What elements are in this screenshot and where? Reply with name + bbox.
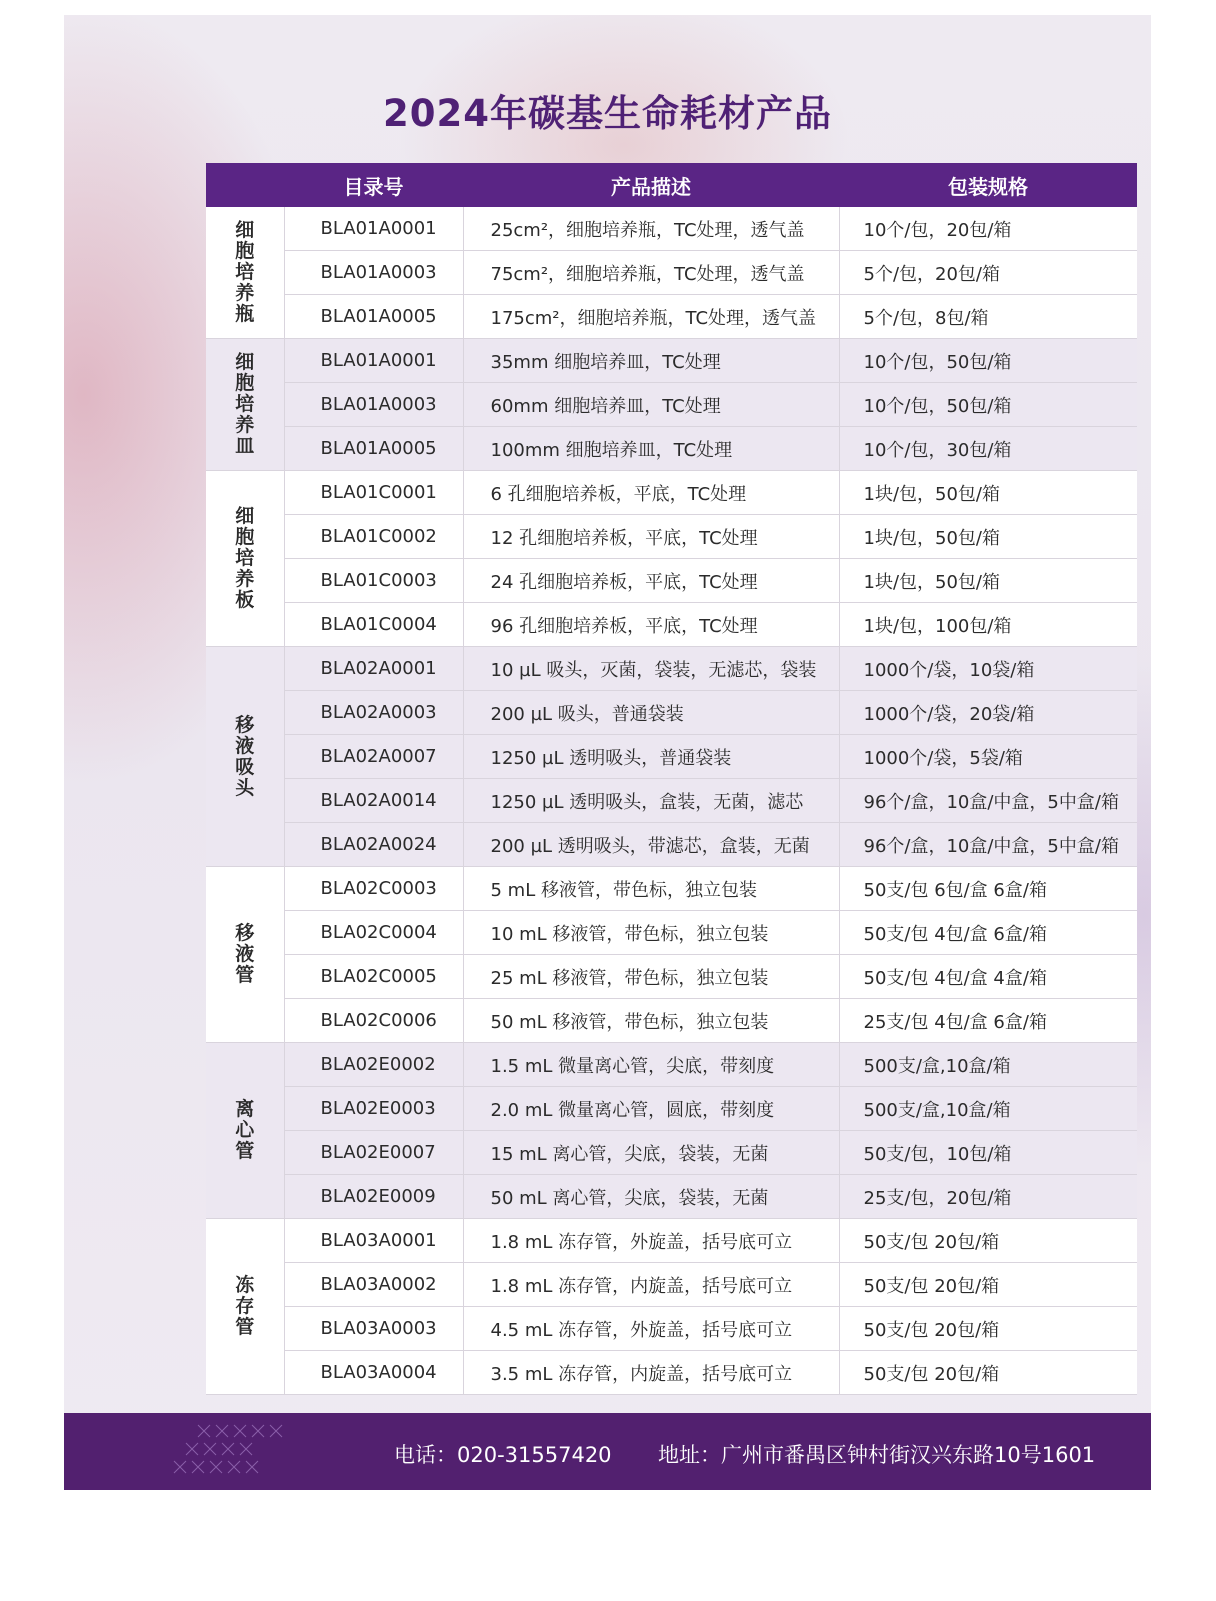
description-cell: 96 孔细胞培养板，平底，TC处理 — [463, 603, 839, 647]
description-cell: 35mm 细胞培养皿，TC处理 — [463, 339, 839, 383]
catalog-number-cell: BLA01A0003 — [284, 251, 463, 295]
category-label: 冻存管 — [235, 1274, 255, 1338]
category-cell — [206, 471, 284, 647]
description-cell: 1.8 mL 冻存管，外旋盖，括号底可立 — [463, 1219, 839, 1263]
category-group — [206, 647, 1137, 867]
description-cell: 12 孔细胞培养板，平底，TC处理 — [463, 515, 839, 559]
category-label: 移液管 — [235, 922, 255, 986]
description-cell: 6 孔细胞培养板，平底，TC处理 — [463, 471, 839, 515]
category-label: 细胞培养皿 — [235, 351, 255, 457]
packaging-cell: 96个/盒，10盒/中盒，5中盒/箱 — [839, 823, 1137, 867]
description-cell: 100mm 细胞培养皿，TC处理 — [463, 427, 839, 471]
category-cell — [206, 207, 284, 339]
catalog-number-cell: BLA02E0009 — [284, 1175, 463, 1219]
catalog-number-cell: BLA01C0003 — [284, 559, 463, 603]
category-label: 离心管 — [235, 1098, 255, 1162]
table-row — [206, 559, 1137, 603]
packaging-cell: 10个/包，50包/箱 — [839, 383, 1137, 427]
catalog-number-cell: BLA01C0002 — [284, 515, 463, 559]
category-group — [206, 471, 1137, 647]
catalog-number-cell: BLA02C0003 — [284, 867, 463, 911]
table-row — [206, 823, 1137, 867]
footer-phone: 电话：020-31557420 — [394, 1443, 612, 1467]
table-row — [206, 1351, 1137, 1395]
catalog-number-cell: BLA02C0006 — [284, 999, 463, 1043]
packaging-cell: 50支/包 4包/盒 4盒/箱 — [839, 955, 1137, 999]
description-cell: 4.5 mL 冻存管，外旋盖，括号底可立 — [463, 1307, 839, 1351]
description-cell: 75cm²，细胞培养瓶，TC处理，透气盖 — [463, 251, 839, 295]
description-cell: 10 µL 吸头，灭菌，袋装，无滤芯，袋装 — [463, 647, 839, 691]
catalog-number-cell: BLA02C0005 — [284, 955, 463, 999]
catalog-number-cell: BLA01A0003 — [284, 383, 463, 427]
packaging-cell: 50支/包 20包/箱 — [839, 1263, 1137, 1307]
packaging-cell: 1块/包，50包/箱 — [839, 559, 1137, 603]
description-cell: 25cm²，细胞培养瓶，TC处理，透气盖 — [463, 207, 839, 251]
category-group — [206, 867, 1137, 1043]
packaging-cell: 96个/盒，10盒/中盒，5中盒/箱 — [839, 779, 1137, 823]
packaging-cell: 1000个/袋，10袋/箱 — [839, 647, 1137, 691]
catalog-number-cell: BLA02E0002 — [284, 1043, 463, 1087]
table-row — [206, 339, 1137, 383]
table-row — [206, 251, 1137, 295]
catalog-number-cell: BLA03A0003 — [284, 1307, 463, 1351]
footer-address: 地址：广州市番禺区钟村街汉兴东路10号1601 — [658, 1443, 1096, 1467]
packaging-cell: 10个/包，30包/箱 — [839, 427, 1137, 471]
table-row — [206, 603, 1137, 647]
packaging-cell: 10个/包，20包/箱 — [839, 207, 1137, 251]
packaging-cell: 50支/包 20包/箱 — [839, 1351, 1137, 1395]
table-row — [206, 1307, 1137, 1351]
description-cell: 175cm²，细胞培养瓶，TC处理，透气盖 — [463, 295, 839, 339]
category-group — [206, 339, 1137, 471]
packaging-cell: 5个/包，8包/箱 — [839, 295, 1137, 339]
category-group — [206, 207, 1137, 339]
description-cell: 50 mL 移液管，带色标，独立包装 — [463, 999, 839, 1043]
description-cell: 60mm 细胞培养皿，TC处理 — [463, 383, 839, 427]
packaging-cell: 50支/包 4包/盒 6盒/箱 — [839, 911, 1137, 955]
table-row — [206, 207, 1137, 251]
table-row — [206, 1175, 1137, 1219]
packaging-cell: 500支/盒,10盒/箱 — [839, 1043, 1137, 1087]
table-header-row — [206, 163, 1137, 207]
description-cell: 25 mL 移液管，带色标，独立包装 — [463, 955, 839, 999]
packaging-cell: 1块/包，100包/箱 — [839, 603, 1137, 647]
table-row — [206, 427, 1137, 471]
table-row — [206, 1219, 1137, 1263]
category-cell — [206, 647, 284, 867]
packaging-cell: 25支/包，20包/箱 — [839, 1175, 1137, 1219]
catalog-number-cell: BLA01A0005 — [284, 427, 463, 471]
packaging-cell: 10个/包，50包/箱 — [839, 339, 1137, 383]
description-cell: 50 mL 离心管，尖底，袋装，无菌 — [463, 1175, 839, 1219]
category-label: 细胞培养瓶 — [235, 219, 255, 325]
packaging-cell: 50支/包，10包/箱 — [839, 1131, 1137, 1175]
catalog-number-cell: BLA02A0014 — [284, 779, 463, 823]
description-cell: 200 µL 透明吸头，带滤芯，盒装，无菌 — [463, 823, 839, 867]
catalog-number-cell: BLA01A0001 — [284, 207, 463, 251]
category-cell — [206, 1043, 284, 1219]
catalog-number-cell: BLA01A0005 — [284, 295, 463, 339]
catalog-number-cell: BLA01A0001 — [284, 339, 463, 383]
page-title: 2024年碳基生命耗材产品 — [383, 92, 832, 135]
description-cell: 1250 µL 透明吸头，普通袋装 — [463, 735, 839, 779]
description-cell: 10 mL 移液管，带色标，独立包装 — [463, 911, 839, 955]
packaging-cell: 5个/包，20包/箱 — [839, 251, 1137, 295]
category-group — [206, 1043, 1137, 1219]
description-cell: 3.5 mL 冻存管，内旋盖，括号底可立 — [463, 1351, 839, 1395]
packaging-cell: 1块/包，50包/箱 — [839, 515, 1137, 559]
table-row — [206, 1263, 1137, 1307]
header-description: 产品描述 — [463, 163, 839, 207]
packaging-cell: 25支/包 4包/盒 6盒/箱 — [839, 999, 1137, 1043]
table-row — [206, 647, 1137, 691]
category-label: 移液吸头 — [235, 713, 255, 799]
table-row — [206, 955, 1137, 999]
table-row — [206, 1043, 1137, 1087]
catalog-number-cell: BLA03A0001 — [284, 1219, 463, 1263]
description-cell: 5 mL 移液管，带色标，独立包装 — [463, 867, 839, 911]
catalog-number-cell: BLA02A0003 — [284, 691, 463, 735]
category-group — [206, 1219, 1137, 1395]
catalog-number-cell: BLA02A0001 — [284, 647, 463, 691]
table-row — [206, 383, 1137, 427]
catalog-number-cell: BLA03A0004 — [284, 1351, 463, 1395]
category-label: 细胞培养板 — [235, 505, 255, 611]
catalog-number-cell: BLA01C0004 — [284, 603, 463, 647]
table-row — [206, 779, 1137, 823]
catalog-number-cell: BLA01C0001 — [284, 471, 463, 515]
catalog-number-cell: BLA02A0024 — [284, 823, 463, 867]
catalog-number-cell: BLA02E0003 — [284, 1087, 463, 1131]
crosshatch-decoration-icon — [168, 1421, 298, 1481]
packaging-cell: 1000个/袋，5袋/箱 — [839, 735, 1137, 779]
packaging-cell: 1块/包，50包/箱 — [839, 471, 1137, 515]
poster — [64, 15, 1151, 1490]
description-cell: 15 mL 离心管，尖底，袋装，无菌 — [463, 1131, 839, 1175]
packaging-cell: 1000个/袋，20袋/箱 — [839, 691, 1137, 735]
description-cell: 1.8 mL 冻存管，内旋盖，括号底可立 — [463, 1263, 839, 1307]
packaging-cell: 50支/包 20包/箱 — [839, 1307, 1137, 1351]
table-row — [206, 867, 1137, 911]
category-cell — [206, 1219, 284, 1395]
category-cell — [206, 339, 284, 471]
header-catalog-number: 目录号 — [284, 163, 463, 207]
description-cell: 24 孔细胞培养板，平底，TC处理 — [463, 559, 839, 603]
packaging-cell: 500支/盒,10盒/箱 — [839, 1087, 1137, 1131]
table-row — [206, 999, 1137, 1043]
description-cell: 1.5 mL 微量离心管，尖底，带刻度 — [463, 1043, 839, 1087]
description-cell: 1250 µL 透明吸头，盒装，无菌，滤芯 — [463, 779, 839, 823]
table-row — [206, 691, 1137, 735]
packaging-cell: 50支/包 6包/盒 6盒/箱 — [839, 867, 1137, 911]
table-row — [206, 515, 1137, 559]
table-row — [206, 295, 1137, 339]
packaging-cell: 50支/包 20包/箱 — [839, 1219, 1137, 1263]
table-row — [206, 1131, 1137, 1175]
category-cell — [206, 867, 284, 1043]
catalog-number-cell: BLA02A0007 — [284, 735, 463, 779]
catalog-number-cell: BLA02C0004 — [284, 911, 463, 955]
footer-bar — [64, 1413, 1151, 1490]
catalog-number-cell: BLA02E0007 — [284, 1131, 463, 1175]
description-cell: 2.0 mL 微量离心管，圆底，带刻度 — [463, 1087, 839, 1131]
table-row — [206, 735, 1137, 779]
header-category — [206, 163, 284, 207]
description-cell: 200 µL 吸头，普通袋装 — [463, 691, 839, 735]
header-packaging: 包装规格 — [839, 163, 1137, 207]
product-table — [206, 163, 1137, 1395]
table-row — [206, 1087, 1137, 1131]
table-row — [206, 471, 1137, 515]
table-row — [206, 911, 1137, 955]
catalog-number-cell: BLA03A0002 — [284, 1263, 463, 1307]
